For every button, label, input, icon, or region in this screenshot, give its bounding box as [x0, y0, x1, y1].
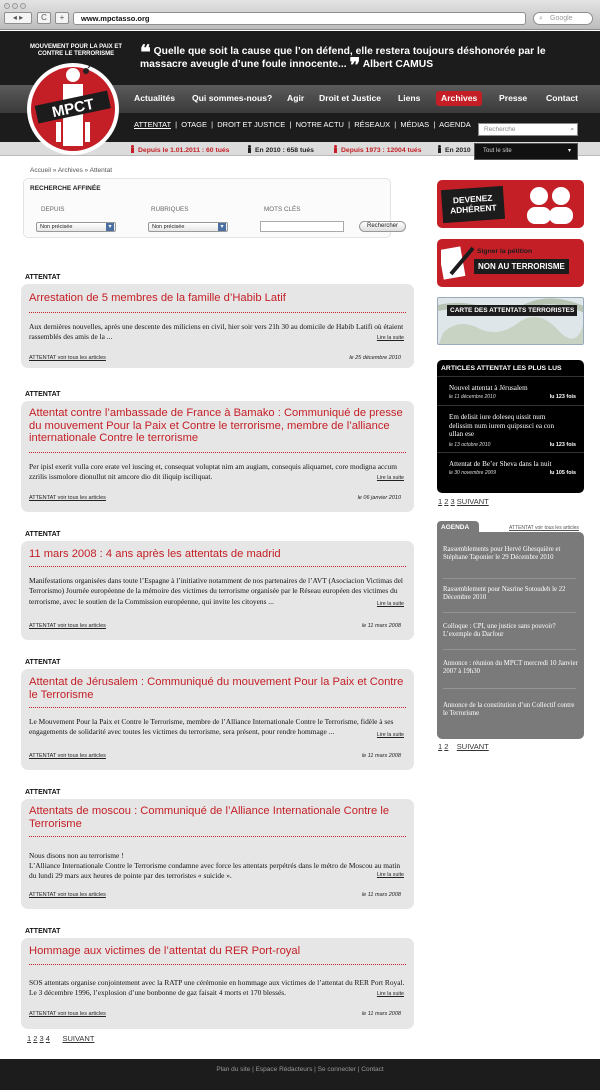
subnav-otage[interactable]: OTAGE — [181, 120, 207, 129]
person-icon — [130, 145, 135, 153]
article-excerpt: L’Alliance Internationale Contre le Terrorisme condamne avec force les attentats perpétrés dans le métro de Moscou au matin du lundi 29 mars aux heures de pointe par des terroristes « suicide ». — [29, 861, 401, 881]
agenda-divider — [443, 649, 576, 650]
article-excerpt-intro: Nous disons non au terrorisme ! — [29, 851, 124, 860]
nav-droit-justice[interactable]: Droit et Justice — [319, 93, 382, 103]
read-more-link[interactable]: Lire la suite — [376, 872, 404, 878]
article-title[interactable]: Attentats de moscou : Communiqué de l’Alliance Internationale Contre le Terrorisme — [29, 805, 390, 830]
header-quote — [140, 40, 560, 77]
logo-text: MPCT — [50, 95, 96, 122]
search-icon[interactable]: ⌕ — [570, 126, 574, 133]
article-excerpt: Aux dernières nouvelles, après une descente des miliciens en civil, hier soir vers 21h 30 au domicile de Habib Latifi où étaient rassemblés des amis de la ... — [29, 322, 404, 342]
most-read-item-title[interactable]: Em delisit iure doleseq uissit num delissim num iurem quipsusci ea con ullan ese — [449, 413, 555, 438]
article-divider — [29, 566, 406, 567]
search-scope-dropdown[interactable]: Tout le site ▾ — [474, 143, 578, 160]
agenda-divider — [443, 578, 576, 579]
article-date: le 11 mars 2008 — [361, 623, 401, 629]
petition-banner[interactable] — [437, 239, 584, 287]
open-quote-icon: ❝ — [140, 40, 151, 64]
page-link[interactable]: 1 — [438, 742, 443, 751]
article-title[interactable]: Attentat de Jérusalem : Communiqué du mouvement Pour la Paix et Contre le Terrorisme — [29, 676, 404, 701]
most-read-item[interactable] — [437, 405, 584, 448]
chevron-down-icon: ▾ — [567, 148, 571, 154]
site-footer: Plan du site | Espace Rédacteurs | Se connecter | Contact — [0, 1059, 600, 1090]
read-more-link[interactable]: Lire la suite — [376, 732, 404, 738]
attack-map-banner[interactable] — [437, 297, 584, 345]
subnav-reseaux[interactable]: RÉSEAUX — [354, 120, 391, 129]
ticker-item: En 2010 — [437, 145, 471, 154]
browser-chrome — [0, 0, 600, 30]
petition-line1: Signer la pétition — [477, 248, 533, 255]
subnav-notre-actu[interactable]: NOTRE ACTU — [295, 120, 344, 129]
quote-author: Albert CAMUS — [362, 59, 434, 70]
article-divider — [29, 836, 406, 837]
subnav-agenda[interactable]: AGENDA — [439, 120, 471, 129]
nav-agir[interactable]: Agir — [287, 93, 305, 103]
close-quote-icon: ❞ — [349, 53, 361, 77]
person-icon — [247, 145, 252, 153]
most-read-item-date: le 30 novembre 2009 — [449, 470, 496, 476]
most-read-title: ARTICLES ATTENTAT LES PLUS LUS — [441, 365, 562, 372]
footer-link[interactable]: Se connecter — [317, 1066, 356, 1073]
most-read-item-count: lu 123 fois — [549, 442, 576, 448]
article-title[interactable]: 11 mars 2008 : 4 ans après les attentats de madrid — [29, 548, 281, 560]
most-read-item-count: lu 105 fois — [549, 470, 576, 476]
keywords-input[interactable] — [260, 221, 344, 232]
agenda-pagination — [438, 742, 489, 751]
close-window-button[interactable] — [4, 3, 10, 9]
search-icon: ⌕ — [539, 15, 543, 22]
minimize-window-button[interactable] — [12, 3, 18, 9]
agenda-panel — [437, 532, 584, 739]
person-icon — [333, 145, 338, 153]
most-read-pagination — [438, 497, 489, 506]
article-body — [21, 669, 414, 770]
agenda-divider — [443, 612, 576, 613]
article-date: le 11 mars 2008 — [361, 1011, 401, 1017]
ticker-item: En 2010 : 658 tués — [247, 145, 314, 154]
article-date: le 25 décembre 2010 — [349, 355, 401, 361]
subnav-droit-justice[interactable]: DROIT ET JUSTICE — [217, 120, 286, 129]
article-tag: ATTENTAT — [21, 657, 64, 669]
filter-title: RECHERCHE AFFINÉE — [30, 185, 101, 192]
article-title[interactable]: Attentat contre l’ambassade de France à Bamako : Communiqué de presse du mouvement Pour la Paix et Contre le terrorisme, membre de l’alliance internationale Contre le terrorisme — [29, 407, 403, 444]
back-forward-button[interactable]: ◂ ▸ — [4, 12, 32, 24]
most-read-item[interactable] — [437, 452, 584, 476]
article-body — [21, 541, 414, 640]
reload-button[interactable]: C — [37, 12, 51, 24]
agenda-divider — [443, 688, 576, 689]
read-more-link[interactable]: Lire la suite — [376, 991, 404, 997]
article-tag: ATTENTAT — [21, 389, 64, 401]
next-page-link[interactable]: SUIVANT — [456, 497, 489, 506]
article-body — [21, 799, 414, 909]
url-bar[interactable]: www.mpctasso.org — [73, 12, 526, 25]
article-excerpt: SOS attentats organise conjointement avec la RATP une cérémonie en hommage aux victimes de l’attentat du RER Port Royal. Le 3 décembre 1996, l’explosion d’une bonbonne de gaz faisait 4 morts et 170 blessés. — [29, 978, 405, 998]
page-link[interactable]: 3 — [450, 497, 455, 506]
agenda-item[interactable]: Rassemblement pour Nasrine Sotoudeh le 22 Décembre 2010 — [443, 586, 566, 602]
category-link[interactable]: ATTENTAT voir tous les articles — [29, 355, 106, 361]
agenda-item[interactable]: Annonce de la constitution d’un Collectif contre le Terrorisme — [443, 702, 575, 718]
subnav-links: ATTENTAT | OTAGE | DROIT ET JUSTICE | NOTRE ACTU | RÉSEAUX | MÉDIAS | AGENDA — [134, 120, 471, 129]
next-page-link[interactable]: SUIVANT — [456, 742, 489, 751]
quote-text: Quelle que soit la cause que l’on défend, elle restera toujours déshonorée par le massacre aveugle d’une foule innocente... — [140, 46, 546, 70]
become-member-banner[interactable] — [437, 180, 584, 228]
agenda-item[interactable]: Rassemblements pour Hervé Ghesquière et Stéphane Taponier le 29 Décembre 2010 — [443, 546, 561, 562]
article-divider — [29, 707, 406, 708]
category-link[interactable]: ATTENTAT voir tous les articles — [29, 892, 106, 898]
become-member-label: DEVENEZ ADHÉRENT — [441, 186, 505, 223]
mpct-logo[interactable] — [26, 62, 120, 156]
most-read-panel — [437, 360, 584, 493]
filter-rubriques-label: RUBRIQUES — [151, 206, 189, 213]
article-excerpt: Manifestations organisées dans toute l’Espagne à l’initiative notamment de nos partenaires de l’AVT (Asociacion Victimas del Terrorismo) Journée européenne de la mémoire des victimes du terrorisme organisée par le Réseau européen des victimes du terrorisme, avec le soutien de la Commission européenne, qui invite les citoyens ... — [29, 576, 403, 606]
article-date: le 11 mars 2008 — [361, 892, 401, 898]
article-date: le 06 janvier 2010 — [357, 495, 401, 501]
read-more-link[interactable]: Lire la suite — [376, 601, 404, 607]
article-tag: ATTENTAT — [21, 529, 64, 541]
site-search-input[interactable] — [478, 123, 578, 136]
nav-actualites[interactable]: Actualités — [134, 93, 176, 103]
nav-contact[interactable]: Contact — [546, 93, 578, 103]
most-read-item-title[interactable]: Attentat de Be’er Sheva dans la nuit — [449, 460, 552, 468]
next-page-link[interactable]: SUIVANT — [62, 1034, 95, 1043]
nav-liens[interactable]: Liens — [398, 93, 421, 103]
article-excerpt: Per ipisl exerit vulla core erate vel iuscing et, consequat voluptat nim am augiam, consequis aliquamet, core modigna accum zzrilis issmolore dionullut nit amcore dio dit iliquip isciliquat. — [29, 462, 397, 482]
nav-presse[interactable]: Presse — [499, 93, 528, 103]
footer-link[interactable]: Contact — [361, 1066, 384, 1073]
most-read-item-title[interactable]: Nouvel attentat à Jérusalem — [449, 384, 528, 392]
article-body — [21, 401, 414, 512]
category-link[interactable]: ATTENTAT voir tous les articles — [29, 623, 106, 629]
page-link[interactable]: 4 — [45, 1034, 50, 1043]
category-link[interactable]: ATTENTAT voir tous les articles — [29, 753, 106, 759]
ticker-item: Depuis 1973 : 12004 tués — [333, 145, 421, 154]
map-label: CARTE DES ATTENTATS TERRORISTES — [447, 305, 577, 316]
read-more-link[interactable]: Lire la suite — [376, 335, 404, 341]
agenda-item[interactable]: Annonce : réunion du MPCT mercredi 10 Janvier 2007 à 19h30 — [443, 660, 578, 676]
rubriques-select[interactable]: Non précisée ▾ — [148, 222, 228, 232]
browser-search-placeholder: Google — [550, 15, 573, 22]
filter-depuis-label: DEPUIS — [41, 206, 65, 213]
subnav-attentat[interactable]: ATTENTAT — [134, 120, 171, 129]
petition-line2: NON AU TERRORISME — [474, 259, 569, 274]
article-date: le 11 mars 2008 — [361, 753, 401, 759]
new-tab-button[interactable]: + — [55, 12, 69, 24]
page-link[interactable]: 1 — [27, 1034, 32, 1043]
subnav-medias[interactable]: MÉDIAS — [400, 120, 430, 129]
page-link[interactable]: 3 — [39, 1034, 44, 1043]
org-name: MOUVEMENT POUR LA PAIX ET CONTRE LE TERRORISME — [30, 44, 123, 57]
ticker-item: Depuis le 1.01.2011 : 60 tués — [130, 145, 229, 154]
article-body — [21, 284, 414, 368]
most-read-item-count: lu 123 fois — [549, 394, 576, 400]
article-divider — [29, 452, 406, 453]
agenda-tab[interactable]: AGENDA — [437, 521, 479, 534]
site-search-placeholder: Recherche — [484, 126, 516, 133]
agenda-see-all-link[interactable]: ATTENTAT voir tous les articles — [509, 525, 579, 531]
person-icon — [437, 145, 442, 153]
filter-mots-label: MOTS CLÉS — [264, 206, 301, 213]
page-link[interactable]: 2 — [444, 742, 449, 751]
footer-link[interactable]: Espace Rédacteurs — [255, 1066, 313, 1073]
read-more-link[interactable]: Lire la suite — [376, 475, 404, 481]
footer-link[interactable]: Plan du site — [216, 1066, 251, 1073]
pen-icon — [441, 244, 477, 282]
members-icon — [519, 184, 579, 224]
page-link[interactable]: 1 — [438, 497, 443, 506]
agenda-item[interactable]: Colloque : CPI, une justice sans pouvoir? L’exemple du Darfour — [443, 623, 556, 639]
browser-search-input[interactable] — [533, 12, 593, 25]
breadcrumb: Accueil » Archives » Attentat — [30, 167, 113, 174]
article-tag: ATTENTAT — [21, 272, 64, 284]
category-link[interactable]: ATTENTAT voir tous les articles — [29, 1011, 106, 1017]
article-divider — [29, 964, 406, 965]
pagination — [27, 1034, 94, 1043]
page-link[interactable]: 2 — [444, 497, 449, 506]
category-link[interactable]: ATTENTAT voir tous les articles — [29, 495, 106, 501]
article-excerpt: Le Mouvement Pour la Paix et Contre le Terrorisme, membre de l’Alliance Internationale Contre le Terrorisme, fidèle à ses engagements de solidarité avec toutes les victimes du terrorisme, sera présent, pour rendre hommage ... — [29, 717, 394, 737]
filter-panel — [23, 178, 398, 238]
article-title[interactable]: Arrestation de 5 membres de la famille d’Habib Latif — [29, 292, 286, 304]
most-read-item-date: le 13 octobre 2010 — [449, 442, 491, 448]
article-title[interactable]: Hommage aux victimes de l’attentat du RER Port-royal — [29, 945, 301, 957]
window-controls — [4, 3, 26, 9]
most-read-item-date: le 11 décembre 2010 — [449, 394, 496, 400]
search-button[interactable]: Rechercher — [359, 221, 406, 232]
depuis-select[interactable]: Non précisée ▾ — [36, 222, 116, 232]
article-tag: ATTENTAT — [21, 926, 64, 938]
page-link[interactable]: 2 — [33, 1034, 38, 1043]
most-read-item[interactable] — [437, 376, 584, 400]
article-tag: ATTENTAT — [21, 787, 64, 799]
zoom-window-button[interactable] — [20, 3, 26, 9]
nav-archives[interactable]: Archives — [436, 91, 482, 106]
article-divider — [29, 312, 406, 313]
article-body — [21, 938, 414, 1029]
nav-qui-sommes-nous[interactable]: Qui sommes-nous? — [192, 93, 273, 103]
